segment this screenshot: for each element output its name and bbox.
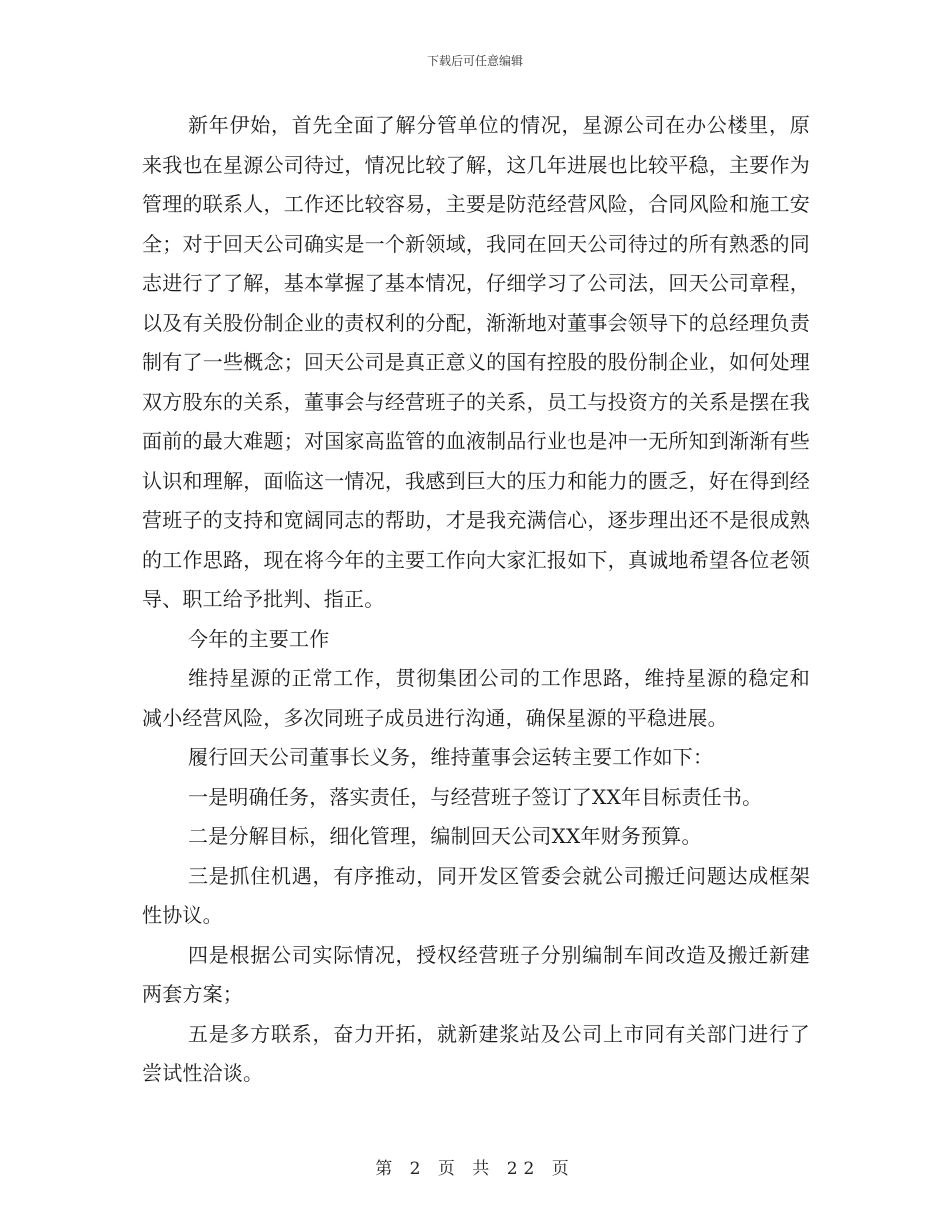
paragraph-intro: 新年伊始，首先全面了解分管单位的情况，星源公司在办公楼里，原来我也在星源公司待过，情况比较了解，这几年进展也比较平稳，主要作为管理的联系人，工作还比较容易，主要是防范经营风险，合同风险和施工安全；对于回天公司确实是一个新领域，我同在回天公司待过的所有熟悉的同志进行了了解，基本掌握了基本情况，仔细学习了公司法，回天公司章程，以及有关股份制企业的责权利的分配，渐渐地对董事会领导下的总经理负责制有了一些概念；回天公司是真正意义的国有控股的股份制企业，如何处理双方股东的关系，董事会与经营班子的关系，员工与投资方的关系是摆在我面前的最大难题；对国家高监管的血液制品行业也是冲一无所知到渐渐有些认识和理解，面临这一情况，我感到巨大的压力和能力的匮乏，好在得到经营班子的支持和宽阔同志的帮助，才是我充满信心，逐步理出还不是很成熟的工作思路，现在将今年的主要工作向大家汇报如下，真诚地希望各位老领导、职工给予批判、指正。 xyxy=(142,113,810,611)
section-heading: 今年的主要工作 xyxy=(188,626,330,651)
list-item-5: 五是多方联系，奋力开拓，就新建浆站及公司上市同有关部门进行了尝试性洽谈。 xyxy=(142,1021,810,1085)
paragraph-xingyuan: 维持星源的正常工作，贯彻集团公司的工作思路，维持星源的稳定和减小经营风险，多次同班子成员进行沟通，确保星源的平稳进展。 xyxy=(142,666,810,730)
list-item-2: 二是分解目标，细化管理，编制回天公司XX年财务预算。 xyxy=(188,824,702,848)
list-item-3: 三是抓住机遇，有序推动，同开发区管委会就公司搬迁问题达成框架性协议。 xyxy=(142,863,810,927)
page-number: 第 2 页 共 22 页 xyxy=(375,1159,575,1179)
list-item-4: 四是根据公司实际情况，授权经营班子分别编制车间改造及搬迁新建两套方案； xyxy=(142,942,810,1006)
document-body xyxy=(142,106,810,1094)
paragraph-huitian-duties: 履行回天公司董事长义务，维持董事会运转主要工作如下： xyxy=(188,745,714,769)
list-item-1: 一是明确任务，落实责任，与经营班子签订了XX年目标责任书。 xyxy=(188,784,763,809)
header-note: 下载后可任意编辑 xyxy=(426,54,523,68)
